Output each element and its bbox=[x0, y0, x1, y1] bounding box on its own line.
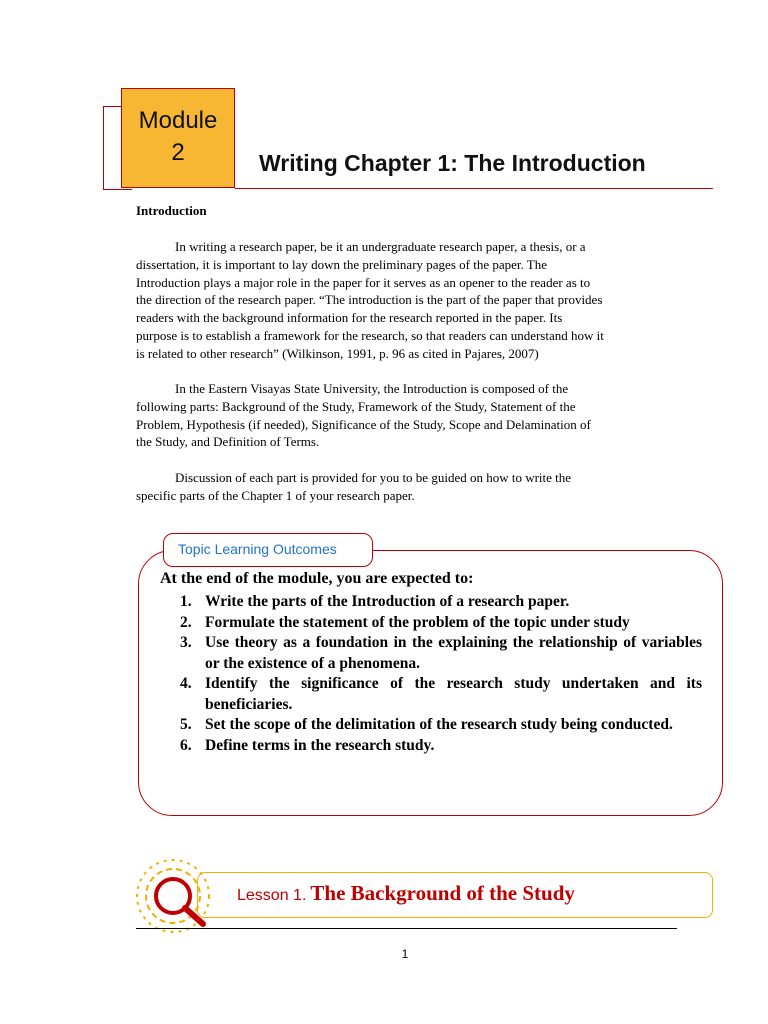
module-badge bbox=[121, 88, 235, 188]
outcomes-lead: At the end of the module, you are expected to: bbox=[160, 570, 474, 587]
paragraph-line: specific parts of the Chapter 1 of your research paper. bbox=[136, 487, 415, 503]
item-text: Write the parts of the Introduction of a research paper. bbox=[205, 593, 570, 610]
paragraph-line: Discussion of each part is provided for you to be guided on how to write the bbox=[136, 470, 572, 485]
lesson-prefix: Lesson 1. bbox=[237, 887, 307, 904]
paragraph-line: readers with the background information for the research reported in the paper. Its bbox=[136, 310, 563, 326]
item-number: 5. bbox=[180, 716, 192, 733]
list-item bbox=[180, 674, 702, 715]
item-number: 1. bbox=[180, 593, 192, 610]
paragraph-line: dissertation, it is important to lay down the preliminary pages of the paper. The bbox=[136, 256, 547, 272]
outcomes-tab: Topic Learning Outcomes bbox=[163, 533, 373, 567]
module-label: Module bbox=[138, 107, 218, 134]
lesson-title: The Background of the Study bbox=[310, 881, 575, 905]
page-number: 1 bbox=[401, 947, 409, 961]
magnifier-icon bbox=[133, 856, 225, 936]
paragraph bbox=[136, 469, 677, 505]
item-number: 6. bbox=[180, 736, 192, 754]
list-item bbox=[180, 715, 702, 736]
paragraph-line: the direction of the research paper. “The introduction is the part of the paper that provides bbox=[136, 292, 603, 308]
paragraph bbox=[136, 238, 677, 363]
outcomes-list bbox=[180, 592, 702, 756]
module-number: 2 bbox=[171, 139, 185, 166]
paragraph-line: following parts: Background of the Study, Framework of the Study, Statement of the bbox=[136, 398, 576, 414]
paragraph-line: Introduction plays a major role in the paper for it serves as an opener to the reader as to bbox=[136, 274, 591, 290]
list-item bbox=[180, 592, 702, 613]
list-item bbox=[180, 633, 702, 674]
item-text: Identify the significance of the research study undertaken and its beneficiaries. bbox=[205, 675, 702, 713]
bottom-rule bbox=[136, 928, 677, 929]
paragraph-line: purpose is to establish a framework for the research, so that readers can understand how it bbox=[136, 327, 604, 343]
paragraph-line: In the Eastern Visayas State University, the Introduction is composed of the bbox=[136, 381, 569, 396]
paragraph bbox=[136, 380, 677, 451]
item-text: Define terms in the research study. bbox=[205, 736, 435, 754]
item-number: 2. bbox=[180, 613, 192, 631]
paragraph-line: Problem, Hypothesis (if needed), Significance of the Study, Scope and Delamination of bbox=[136, 416, 591, 432]
item-text: Formulate the statement of the problem of the topic under study bbox=[205, 613, 630, 631]
paragraph-line: is related to other research” (Wilkinson, 1991, p. 96 as cited in Pajares, 2007) bbox=[136, 345, 539, 361]
item-text: Set the scope of the delimitation of the research study being conducted. bbox=[205, 716, 673, 733]
item-text: Use theory as a foundation in the explaining the relationship of variables or the existence of a phenomena. bbox=[205, 634, 702, 672]
chapter-title: Writing Chapter 1: The Introduction bbox=[259, 150, 646, 176]
item-number: 3. bbox=[180, 634, 192, 651]
lesson-heading bbox=[237, 881, 575, 906]
paragraph-line: In writing a research paper, be it an undergraduate research paper, a thesis, or a bbox=[136, 239, 586, 254]
list-item bbox=[180, 736, 702, 757]
title-rule bbox=[235, 188, 713, 189]
intro-heading: Introduction bbox=[136, 203, 207, 218]
list-item bbox=[180, 613, 702, 634]
paragraph-line: the Study, and Definition of Terms. bbox=[136, 434, 320, 450]
item-number: 4. bbox=[180, 675, 192, 692]
